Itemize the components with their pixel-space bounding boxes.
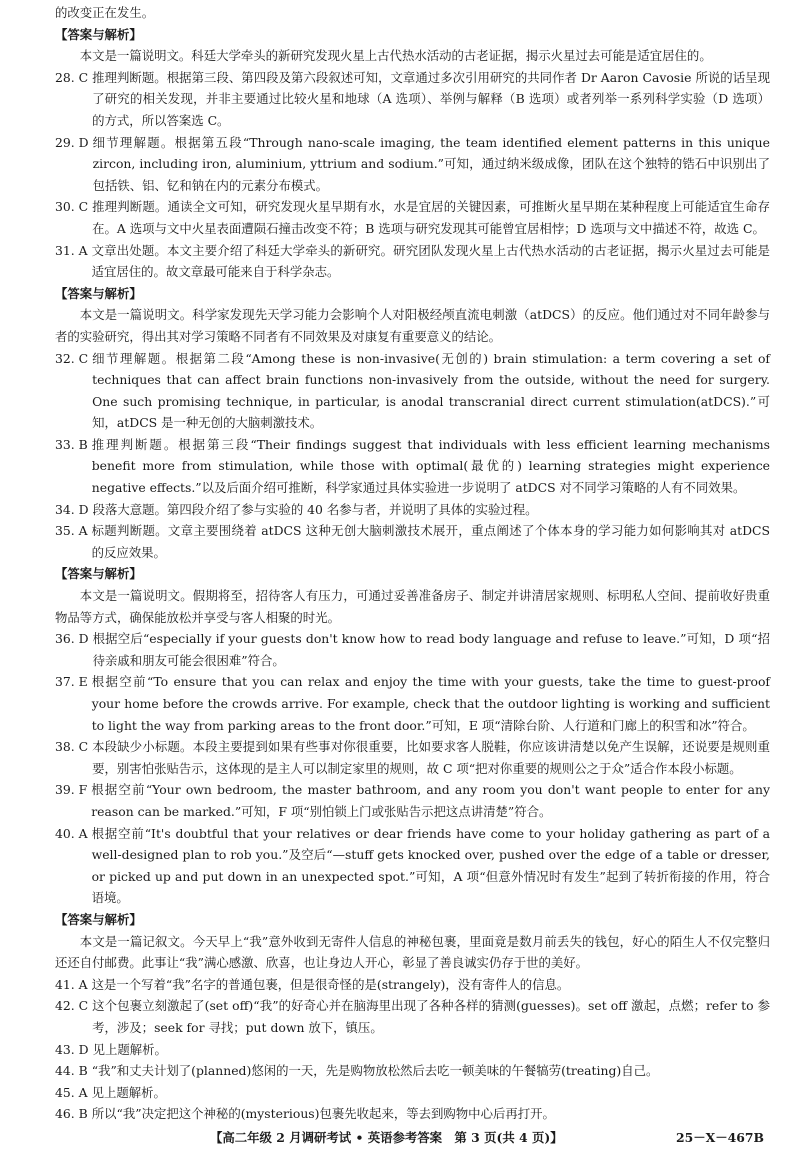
answer-number: 46. B xyxy=(55,1106,88,1122)
answer-item-31 xyxy=(55,240,770,283)
answer-item-30 xyxy=(55,196,770,239)
answer-number: 37. E xyxy=(55,674,88,690)
page-footer xyxy=(0,1128,800,1150)
answer-number: 28. C xyxy=(55,69,89,85)
answer-explanation: 推理判断题。通读全文可知，研究发现火星早期有水，水是宜居的关键因素，可推断火星早期在某种程度上可能适宜生命存在。A 选项与文中火星表面遭陨石撞击改变不符；B 选项与研究发现其可能曾宜居相悖；D 选项与文中描述不符，故选 C。 xyxy=(92,199,770,236)
answer-item-32 xyxy=(55,348,770,434)
answer-item-40 xyxy=(55,823,770,909)
answer-number: 33. B xyxy=(55,436,88,452)
answer-item-28 xyxy=(55,67,770,132)
answer-item-36 xyxy=(55,628,770,671)
section-header: 【答案与解析】 xyxy=(55,26,142,42)
answer-number: 45. A xyxy=(55,1084,88,1100)
answer-item-39 xyxy=(55,779,770,822)
answer-item-44 xyxy=(55,1060,770,1082)
answer-number: 34. D xyxy=(55,501,89,517)
section-header: 【答案与解析】 xyxy=(55,285,142,301)
answer-item-43 xyxy=(55,1039,770,1061)
answer-item-35 xyxy=(55,520,770,563)
answer-number: 40. A xyxy=(55,825,88,841)
footer-code: 25－X－467B xyxy=(676,1130,764,1145)
answer-explanation: 这个包裹立刻激起了(set off)“我”的好奇心并在脑海里出现了各种各样的猜测(guesses)。set off 激起，点燃；refer to 参考，涉及；seek for 寻找；put down 放下，镇压。 xyxy=(92,998,770,1035)
top-fragment: 的改变正在发生。 xyxy=(55,5,155,20)
answer-number: 41. A xyxy=(55,976,88,992)
answer-item-38 xyxy=(55,736,770,779)
answer-item-45 xyxy=(55,1082,770,1104)
answer-item-34 xyxy=(55,499,770,521)
answer-item-41 xyxy=(55,974,770,996)
answer-number: 36. D xyxy=(55,631,89,647)
answer-explanation: 文章出处题。本文主要介绍了科廷大学牵头的新研究。研究团队发现火星上古代热水活动的古老证据，揭示火星过去可能是适宜居住的。故文章最可能来自于科学杂志。 xyxy=(91,242,770,280)
answer-explanation: 本段缺少小标题。本段主要提到如果有些事对你很重要，比如要求客人脱鞋，你应该讲清楚以免产生误解，还说要是规则重要，别害怕张贴告示，这体现的是主人可以制定家里的规则，故 C 项“把对你重要的规则公之于众”适合作本段小标题。 xyxy=(92,739,770,776)
section-intro: 本文是一篇说明文。科廷大学牵头的新研究发现火星上古代热水活动的古老证据，揭示火星过去可能是适宜居住的。 xyxy=(79,48,712,64)
answer-number: 29. D xyxy=(55,134,89,150)
answer-number: 38. C xyxy=(55,739,89,755)
answer-number: 44. B xyxy=(55,1063,88,1079)
answer-explanation: 根据空前“To ensure that you can relax and enjoy the time with your guests, take the time to guest-proof your home before the crowds arrive. For example, check that the outdoor lighting is working and sufficient to light the way from parking areas to the front door.”可知，E 项“清除台阶、人行道和门廊上的积雪和冰”符合。 xyxy=(91,674,770,733)
answer-explanation: 标题判断题。文章主要围绕着 atDCS 这种无创大脑刺激技术展开，重点阐述了个体本身的学习能力如何影响其对 atDCS 的反应效果。 xyxy=(91,523,770,560)
section-intro: 本文是一篇说明文。假期将至，招待客人有压力，可通过妥善准备房子、制定并讲清居家规则、标明私人空间、提前收好贵重物品等方式，确保能放松并享受与客人相聚的时光。 xyxy=(55,588,770,625)
answer-explanation: 细节理解题。根据第五段“Through nano-scale imaging, the team identified element patterns in this unique zircon, including iron, aluminium, yttrium and sodium.”可知，通过纳米级成像，团队在这个独特的锆石中识别出了包括铁、铝、钇和钠在内的元素分布模式。 xyxy=(92,134,770,193)
answer-item-33 xyxy=(55,434,770,499)
answer-explanation: 细节理解题。根据第二段“Among these is non-invasive(无创的) brain stimulation: a term covering a set of techniques that can affect brain functions non-invasively from the outside, without the need for surgery. One such promising technique, in particular, is anodal transcranial direct current stimulation(atDCS).”可知，atDCS 是一种无创的大脑刺激技术。 xyxy=(92,350,770,431)
answer-explanation: 根据空前“It's doubtful that your relatives or dear friends have come to your holiday gathering as part of a well-designed plan to rob you.”及空后“—stuff gets knocked over, pushed over the edge of a table or dresser, or picked up and put down in an unexpected spot.”可知，A 项“但意外情况时有发生”起到了转折衔接的作用，符合语境。 xyxy=(91,825,770,906)
answer-number: 31. A xyxy=(55,242,88,258)
answer-section-1 xyxy=(55,24,770,283)
answer-section-2 xyxy=(55,283,770,564)
section-intro: 本文是一篇说明文。科学家发现先天学习能力会影响个人对阳极经颅直流电刺激（atDCS）的反应。他们通过对不同年龄参与者的实验研究，得出其对学习策略不同者有不同效果及对康复有重要意义的结论。 xyxy=(55,307,770,344)
answer-explanation: 推理判断题。根据第三段、第四段及第六段叙述可知，文章通过多次引用研究的共同作者 Dr Aaron Cavosie 所说的话呈现了研究的相关发现，并非主要通过比较火星和地球（A 选项）、举例与解释（B 选项）或者列举一系列科学实验（D 选项）的方式，所以答案选 C。 xyxy=(92,69,770,128)
answer-number: 32. C xyxy=(55,350,89,366)
answer-number: 39. F xyxy=(55,782,88,798)
section-header: 【答案与解析】 xyxy=(55,911,142,927)
answer-section-3 xyxy=(55,563,770,909)
answer-page xyxy=(55,2,770,1125)
footer-title: 【高二年级 2 月调研考试 • 英语参考答案 第 3 页(共 4 页)】 xyxy=(210,1130,563,1145)
answer-item-46 xyxy=(55,1103,770,1125)
answer-explanation: 推理判断题。根据第三段“Their findings suggest that individuals with less efficient learning mechanisms benefit more from stimulation, while those with optimal(最优的) learning strategies might experience negative effects.”以及后面介绍可推断，科学家通过具体实验进一步说明了 atDCS 对不同学习策略的人有不同效果。 xyxy=(91,436,770,496)
answer-explanation: 见上题解析。 xyxy=(91,1084,166,1100)
answer-explanation: 见上题解析。 xyxy=(92,1041,167,1057)
answer-item-29 xyxy=(55,132,770,197)
section-intro: 本文是一篇记叙文。今天早上“我”意外收到无寄件人信息的神秘包裹，里面竟是数月前丢失的钱包，好心的陌生人不仅完整归还还自付邮费。此事让“我”满心感激、欣喜，也让身边人开心，彰显了善良诚实仍存于世的美好。 xyxy=(55,933,770,971)
answer-item-42 xyxy=(55,995,770,1038)
answer-number: 43. D xyxy=(55,1041,89,1057)
answer-explanation: 段落大意题。第四段介绍了参与实验的 40 名参与者，并说明了具体的实验过程。 xyxy=(92,501,538,517)
answer-explanation: 根据空后“especially if your guests don't know how to read body language and refuse to leave.”可知，D 项“招待亲戚和朋友可能会很困难”符合。 xyxy=(92,631,770,668)
answer-explanation: 根据空前“Your own bedroom, the master bathroom, and any room you don't want people to enter for any reason can be marked.”可知，F 项“别怕锁上门或张贴告示把这点讲清楚”符合。 xyxy=(91,782,770,819)
answer-item-37 xyxy=(55,671,770,736)
answer-explanation: 这是一个写着“我”名字的普通包裹，但是很奇怪的是(strangely)，没有寄件人的信息。 xyxy=(91,976,570,992)
answer-number: 35. A xyxy=(55,523,88,539)
section-header: 【答案与解析】 xyxy=(55,566,142,582)
answer-number: 42. C xyxy=(55,998,89,1014)
answer-explanation: “我”和丈夫计划了(planned)悠闲的一天，先是购物放松然后去吃一顿美味的午餐犒劳(treating)自己。 xyxy=(91,1063,659,1079)
answer-explanation: 所以“我”决定把这个神秘的(mysterious)包裹先收起来，等去到购物中心后再打开。 xyxy=(91,1106,555,1122)
answer-section-4 xyxy=(55,909,770,1125)
answer-number: 30. C xyxy=(55,199,89,215)
